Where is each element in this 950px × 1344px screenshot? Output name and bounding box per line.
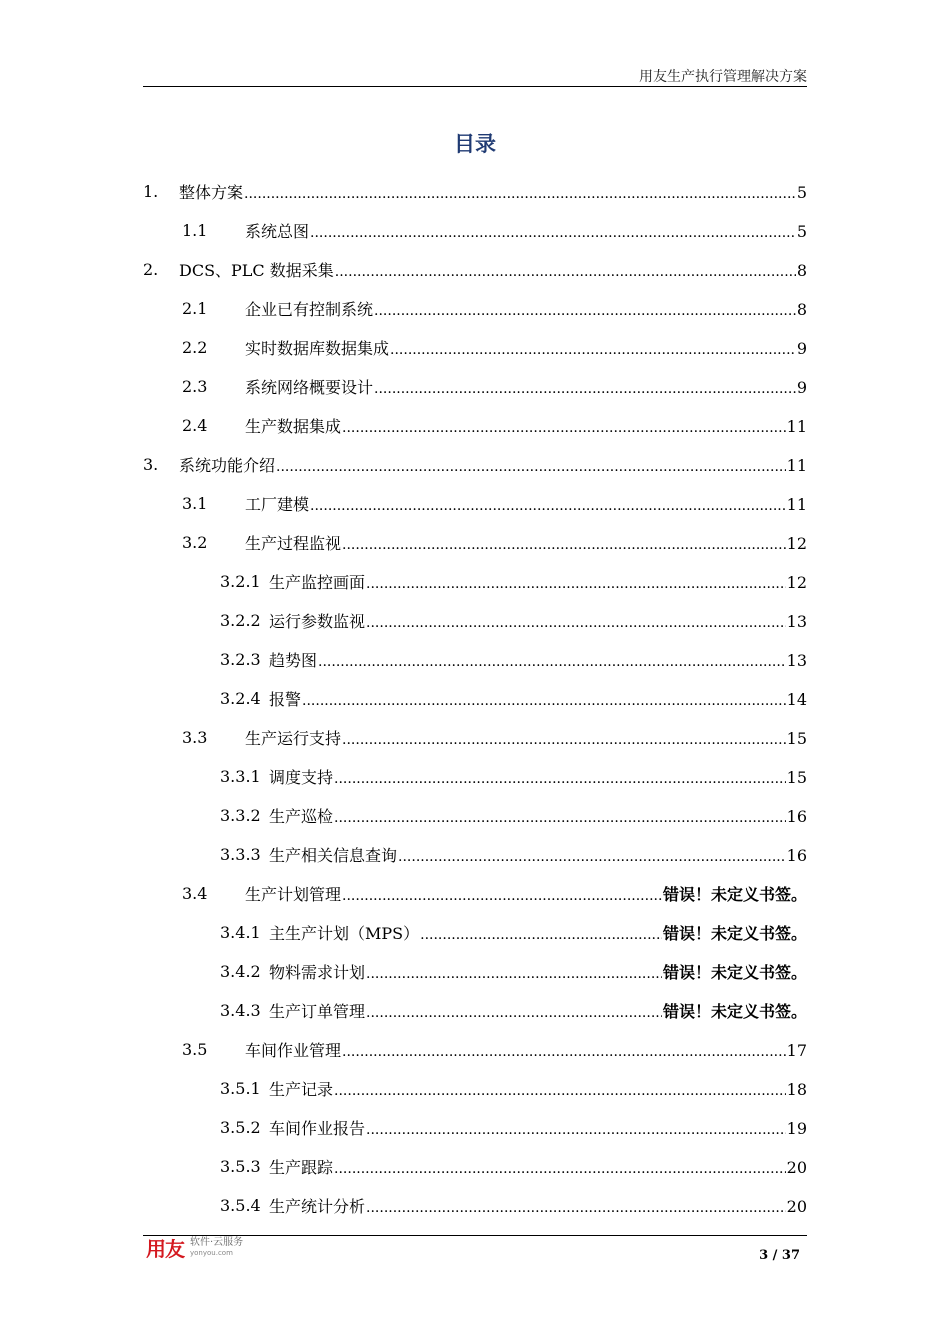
toc-entry-page: 12 [786,573,807,592]
toc-entry-title: 生产监控画面 [269,573,366,592]
toc-leader-dots [334,771,786,787]
toc-entry-page: 17 [786,1041,807,1060]
toc-entry-number: 2.2 [182,338,208,357]
toc-entry-number: 3.5 [182,1040,208,1059]
toc-entry-title: 生产跟踪 [269,1158,334,1177]
toc-entry-number: 2.4 [182,416,208,435]
toc-entry-page: 8 [796,300,807,319]
toc-entry-number: 3.2.1 [220,572,261,591]
toc-entry[interactable] [143,289,807,328]
toc-entry-title: 企业已有控制系统 [245,300,374,319]
toc-entry-title: 报警 [269,690,302,709]
toc-entry-title: 生产相关信息查询 [269,846,398,865]
toc-entry-title: 系统总图 [245,222,310,241]
toc-entry[interactable] [143,640,807,679]
toc-entry-page: 11 [786,417,807,436]
toc-entry-number: 3.5.1 [220,1079,261,1098]
toc-entry[interactable] [143,952,807,991]
footer-divider [143,1235,807,1236]
toc-entry-page: 13 [786,651,807,670]
logo-mark: 用友 [146,1237,184,1261]
toc-entry-number: 3. [143,455,159,474]
toc-entry[interactable] [143,913,807,952]
toc-leader-dots [366,1122,786,1138]
toc-leader-dots [276,459,786,475]
toc-entry-title: 实时数据库数据集成 [245,339,390,358]
toc-entry-page: 16 [786,846,807,865]
toc-leader-dots [366,1005,662,1021]
toc-leader-dots [390,342,796,358]
toc-entry-title: 车间作业报告 [269,1119,366,1138]
toc-leader-dots [366,576,786,592]
toc-entry[interactable] [143,991,807,1030]
page-number: 3 / 37 [759,1248,800,1263]
toc-entry-number: 3.2.4 [220,689,261,708]
toc-entry[interactable] [143,328,807,367]
toc-entry-title: 系统功能介绍 [179,456,276,475]
toc-entry-number: 3.2 [182,533,208,552]
toc-entry[interactable] [143,757,807,796]
toc-entry-page: 9 [796,339,807,358]
toc-entry-title: 生产计划管理 [245,885,342,904]
toc-entry-number: 2.3 [182,377,208,396]
toc-entry-page: 9 [796,378,807,397]
toc-leader-dots [334,1161,786,1177]
header-title: 用友生产执行管理解决方案 [639,69,807,85]
toc-entry-title: 生产数据集成 [245,417,342,436]
toc-entry[interactable] [143,172,807,211]
toc-entry[interactable] [143,523,807,562]
toc-entry-number: 1.1 [182,221,208,240]
toc-entry-page: 18 [786,1080,807,1099]
table-of-contents [143,172,807,1225]
toc-entry-title: 趋势图 [269,651,318,670]
toc-leader-dots [318,654,786,670]
toc-entry-title: 生产运行支持 [245,729,342,748]
toc-leader-dots [310,498,786,514]
toc-entry-title: 运行参数监视 [269,612,366,631]
toc-entry-page: 11 [786,456,807,475]
logo-domain: yonyou.com [190,1249,233,1257]
toc-entry[interactable] [143,211,807,250]
toc-entry-title: 生产统计分析 [269,1197,366,1216]
toc-entry[interactable] [143,679,807,718]
toc-entry-page: 20 [786,1158,807,1177]
toc-entry[interactable] [143,835,807,874]
toc-leader-dots [310,225,796,241]
toc-entry-title: DCS、PLC 数据采集 [179,261,334,280]
toc-entry[interactable] [143,562,807,601]
toc-leader-dots [420,927,662,943]
toc-entry-title: 系统网络概要设计 [245,378,374,397]
toc-entry-page: 15 [786,768,807,787]
toc-leader-dots [374,303,796,319]
toc-entry[interactable] [143,367,807,406]
toc-entry-page: 20 [786,1197,807,1216]
toc-entry-number: 3.3.3 [220,845,261,864]
toc-entry-number: 3.5.3 [220,1157,261,1176]
toc-entry[interactable] [143,445,807,484]
toc-entry-page: 5 [796,183,807,202]
toc-entry-title: 车间作业管理 [245,1041,342,1060]
toc-entry-page: 5 [796,222,807,241]
toc-entry-number: 3.4.2 [220,962,261,981]
toc-entry-number: 3.4.3 [220,1001,261,1020]
toc-leader-dots [398,849,786,865]
toc-leader-dots [366,966,662,982]
toc-entry-page: 13 [786,612,807,631]
toc-entry-number: 3.3 [182,728,208,747]
toc-entry-number: 3.4.1 [220,923,261,942]
toc-leader-dots [374,381,796,397]
toc-entry-title: 生产记录 [269,1080,334,1099]
toc-leader-dots [342,732,786,748]
toc-leader-dots [334,810,786,826]
toc-entry-page: 错误！未定义书签。 [662,1002,807,1021]
toc-entry[interactable] [143,1030,807,1069]
toc-leader-dots [366,615,786,631]
toc-entry-page: 错误！未定义书签。 [662,924,807,943]
toc-leader-dots [342,537,786,553]
toc-leader-dots [302,693,786,709]
toc-entry-title: 工厂建模 [245,495,310,514]
toc-entry-page: 错误！未定义书签。 [662,963,807,982]
toc-entry-number: 3.2.3 [220,650,261,669]
toc-leader-dots [335,264,796,280]
toc-entry-title: 生产订单管理 [269,1002,366,1021]
toc-entry-title: 整体方案 [179,183,244,202]
toc-entry[interactable] [143,874,807,913]
toc-leader-dots [244,186,796,202]
toc-entry-number: 3.3.2 [220,806,261,825]
toc-entry[interactable] [143,1147,807,1186]
toc-entry-page: 8 [796,261,807,280]
toc-entry[interactable] [143,796,807,835]
toc-leader-dots [342,888,662,904]
toc-entry-title: 生产巡检 [269,807,334,826]
toc-entry-page: 错误！未定义书签。 [662,885,807,904]
toc-entry-title: 主生产计划（MPS） [269,924,420,943]
toc-entry-number: 2.1 [182,299,208,318]
toc-entry-number: 3.5.2 [220,1118,261,1137]
toc-entry-number: 3.3.1 [220,767,261,786]
toc-entry[interactable] [143,406,807,445]
toc-entry-page: 19 [786,1119,807,1138]
toc-entry-page: 15 [786,729,807,748]
toc-entry-page: 16 [786,807,807,826]
toc-entry-title: 物料需求计划 [269,963,366,982]
toc-entry-number: 3.5.4 [220,1196,261,1215]
toc-entry-number: 2. [143,260,159,279]
toc-entry-page: 11 [786,495,807,514]
toc-entry-title: 调度支持 [269,768,334,787]
toc-entry-number: 1. [143,182,159,201]
toc-entry[interactable] [143,250,807,289]
toc-entry[interactable] [143,718,807,757]
toc-entry[interactable] [143,1069,807,1108]
toc-entry-title: 生产过程监视 [245,534,342,553]
toc-title: 目录 [454,132,496,156]
toc-entry[interactable] [143,484,807,523]
toc-entry-number: 3.1 [182,494,208,513]
toc-leader-dots [342,420,786,436]
toc-entry[interactable] [143,1186,807,1225]
toc-entry[interactable] [143,1108,807,1147]
toc-entry-page: 14 [786,690,807,709]
logo-tagline: 软件·云服务 [190,1237,244,1248]
toc-entry-page: 12 [786,534,807,553]
yonyou-logo [146,1237,243,1261]
toc-leader-dots [342,1044,786,1060]
header-divider [143,86,807,87]
toc-entry-number: 3.4 [182,884,208,903]
toc-leader-dots [366,1200,786,1216]
toc-entry[interactable] [143,601,807,640]
toc-entry-number: 3.2.2 [220,611,261,630]
toc-leader-dots [334,1083,786,1099]
